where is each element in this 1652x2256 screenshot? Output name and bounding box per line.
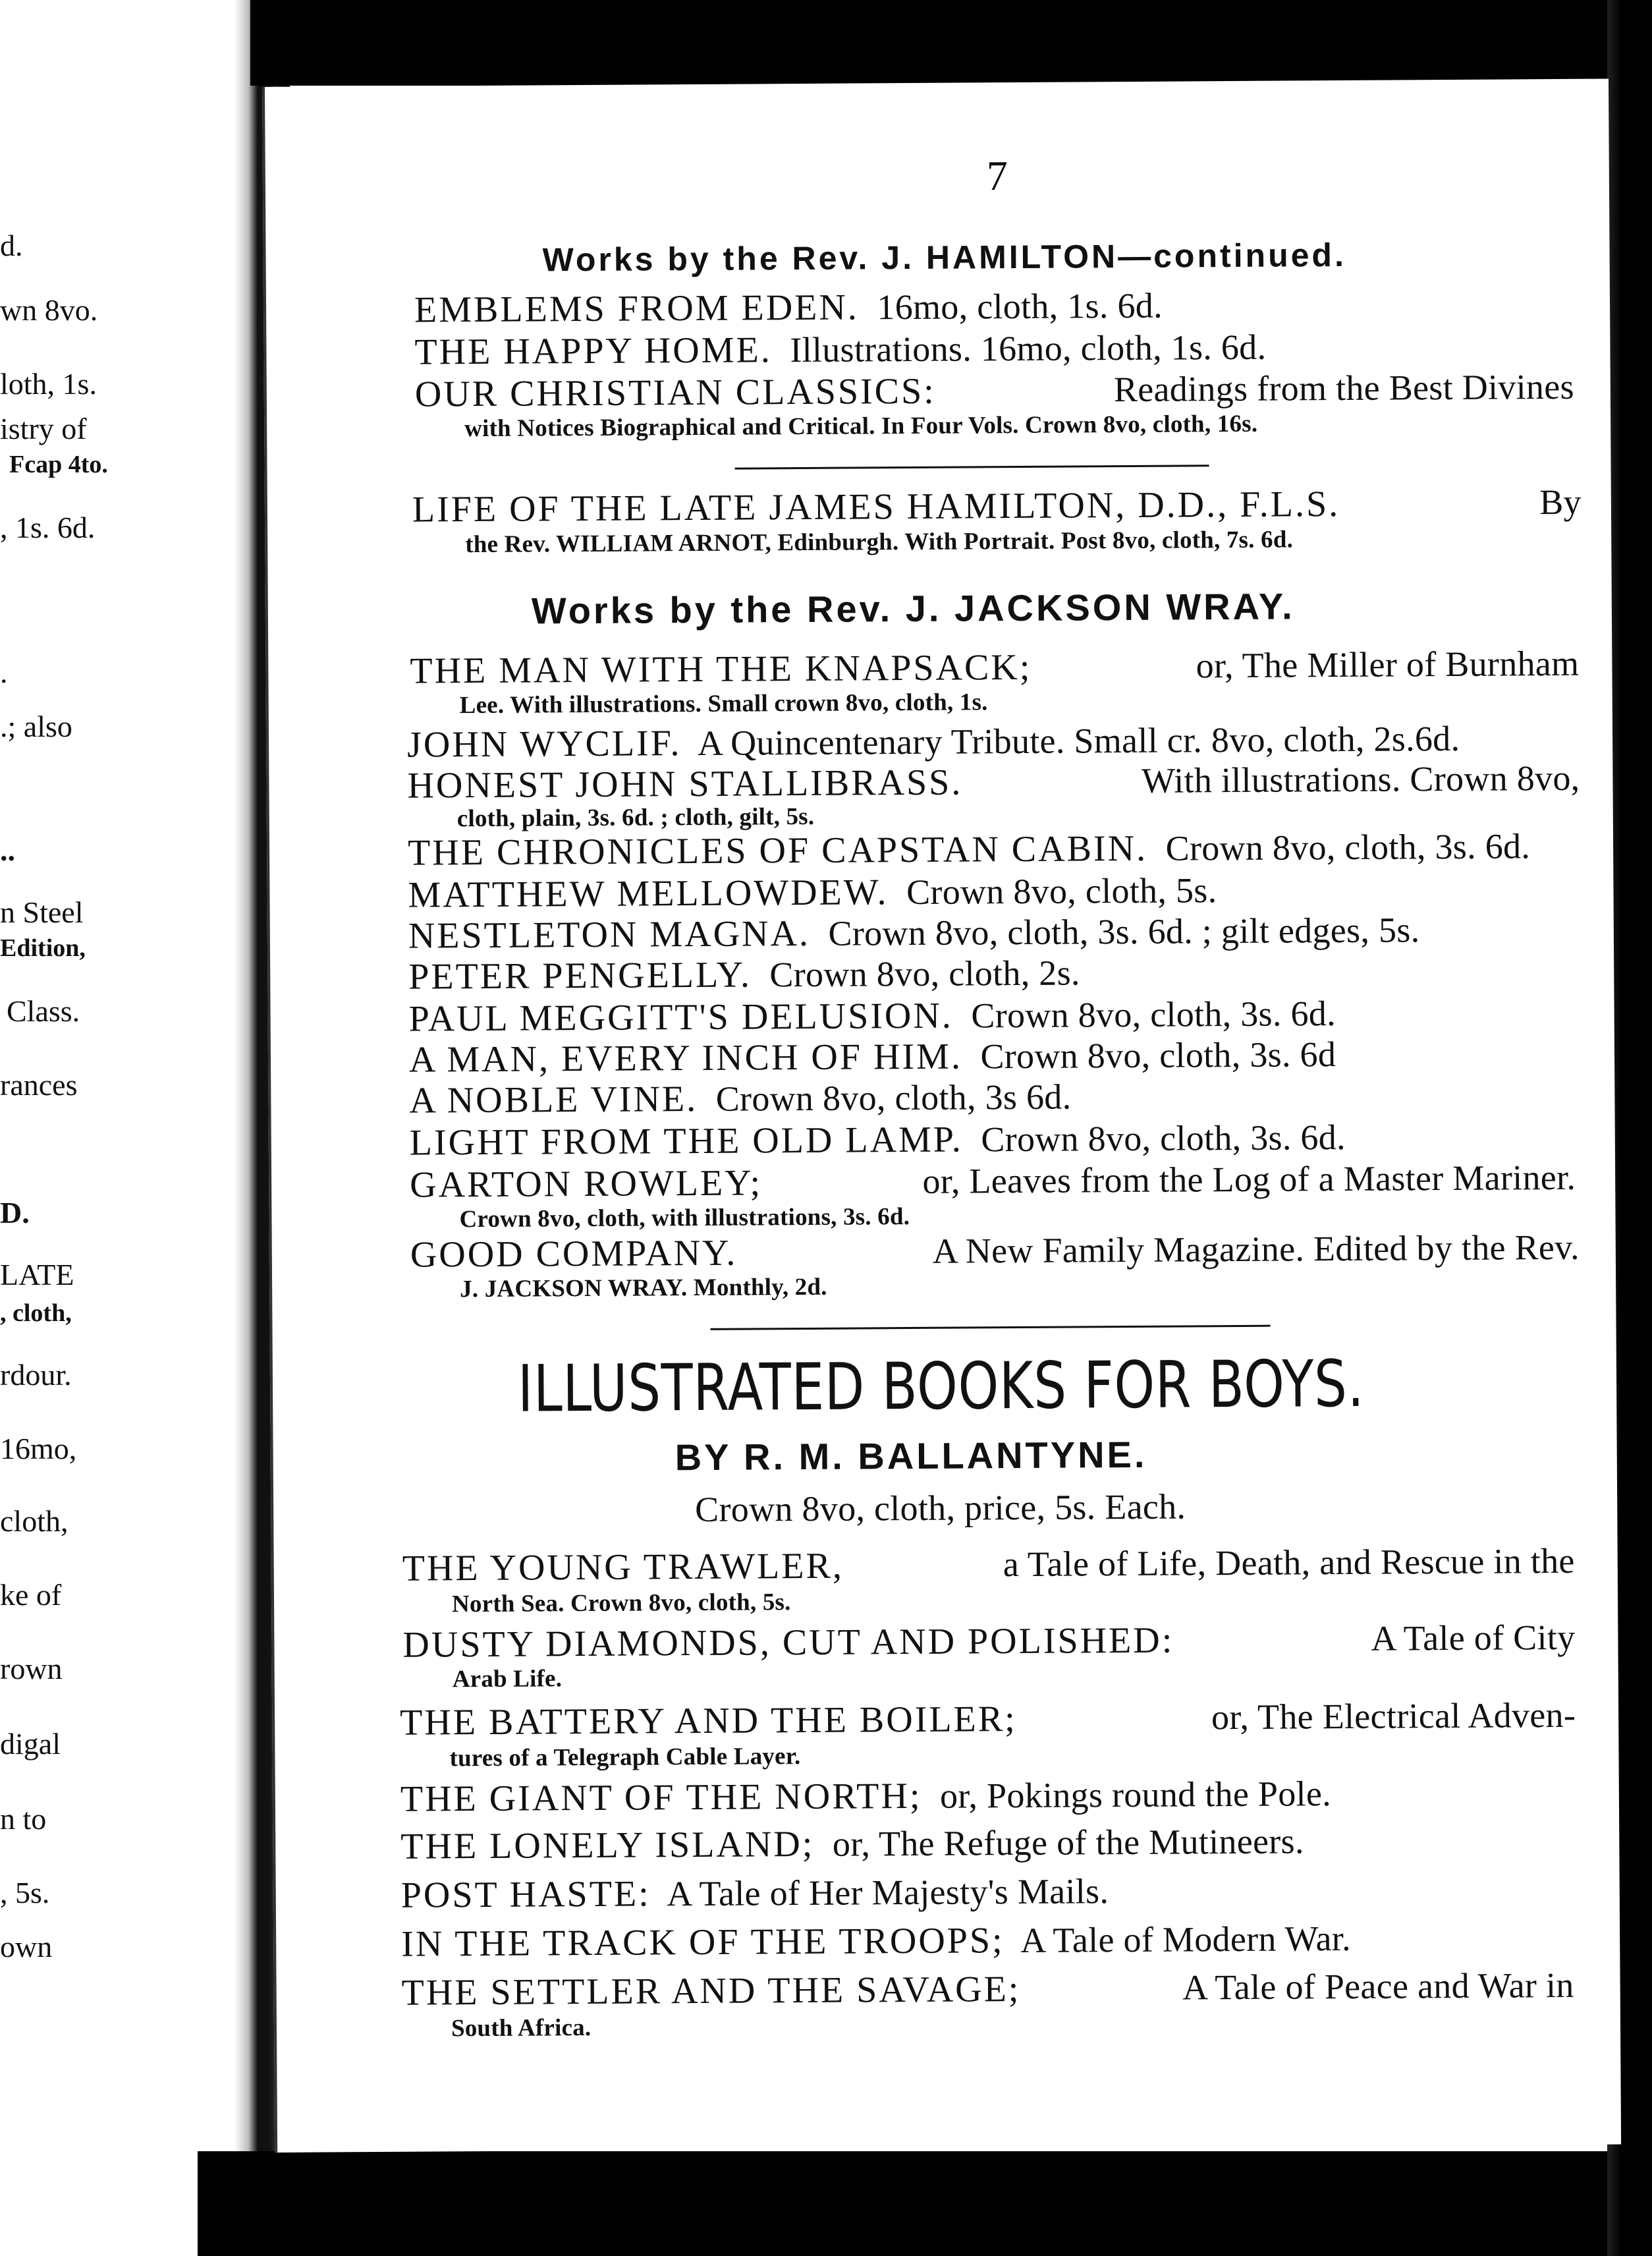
hamilton-entry [414, 366, 1574, 415]
left-fragment: digal [0, 1727, 61, 1761]
left-fragment: . [0, 656, 8, 689]
entry-title: PETER PENGELLY. [408, 954, 752, 998]
entry-text: With illustrations. Crown 8vo, [1141, 758, 1580, 801]
ballantyne-entry [402, 1540, 1575, 1589]
ballantyne-entry [400, 1697, 1576, 1741]
left-fragment: Class. [7, 994, 80, 1028]
entry-text: Readings from the Best Divines [1113, 366, 1574, 410]
entry-title: JOHN WYCLIF. [406, 723, 682, 766]
entry-title: PAUL MEGGITT'S DELUSION. [408, 995, 953, 1040]
entry-title: MATTHEW MELLOWDEW. [408, 872, 889, 916]
left-fragment: cloth, [0, 1504, 69, 1538]
entry-text: Crown 8vo, cloth, 2s. [769, 953, 1080, 995]
life-entry [412, 484, 1582, 528]
entry-text: A New Family Magazine. Edited by the Rev. [932, 1227, 1580, 1271]
hamilton-entry [414, 329, 1266, 371]
page-number: 7 [986, 152, 1008, 200]
life-by: By [1539, 482, 1582, 522]
left-fragment: LATE [0, 1258, 74, 1291]
entry-subline: Lee. With illustrations. Small crown 8vo, cloth, 1s. [459, 689, 988, 719]
entry-text: or, The Miller of Burnham [1196, 643, 1580, 686]
left-fragment: D. [0, 1196, 30, 1229]
entry-title: HONEST JOHN STALLIBRASS. [407, 762, 963, 806]
entry-title: THE YOUNG TRAWLER, [402, 1545, 844, 1589]
entry-title: DUSTY DIAMONDS, CUT AND POLISHED: [402, 1620, 1174, 1666]
entry-title: THE LONELY ISLAND; [400, 1823, 815, 1867]
scan-bottom-border [198, 2151, 1652, 2256]
entry-text: Crown 8vo, cloth, 3s. 6d [980, 1034, 1336, 1077]
ballantyne-entry [402, 1617, 1576, 1666]
left-fragment: rances [0, 1068, 78, 1102]
wray-entry [407, 720, 1460, 764]
entry-title: A MAN, EVERY INCH OF HIM. [408, 1036, 963, 1081]
hamilton-heading: Works by the Rev. J. HAMILTON—continued. [542, 236, 1347, 279]
right-page [262, 79, 1621, 2153]
wray-entry [409, 1079, 1071, 1119]
left-fragment: Fcap 4to. [9, 451, 108, 478]
entry-title: THE GIANT OF THE NORTH; [400, 1775, 922, 1820]
wray-heading: Works by the Rev. J. JACKSON WRAY. [531, 585, 1295, 632]
entry-text: A Quincentenary Tribute. Small cr. 8vo, cloth, 2s.6d. [697, 718, 1460, 763]
entry-text: A Tale of Peace and War in [1182, 1965, 1574, 2008]
left-fragment: Edition, [0, 934, 86, 962]
left-fragment: loth, 1s. [0, 367, 97, 401]
left-fragment: .. [0, 833, 15, 867]
wray-entry [410, 1229, 1580, 1274]
left-fragment: , 1s. 6d. [0, 511, 96, 544]
life-subline: the Rev. WILLIAM ARNOT, Edinburgh. With Portrait. Post 8vo, cloth, 7s. 6d. [465, 526, 1294, 559]
ballantyne-entry [402, 1967, 1574, 2012]
entry-title: A NOBLE VINE. [409, 1078, 698, 1121]
left-fragment: n to [0, 1802, 47, 1836]
life-title: LIFE OF THE LATE JAMES HAMILTON, D.D., F.L.S. [412, 484, 1340, 530]
entry-text: Crown 8vo, cloth, 3s. 6d. [981, 1117, 1346, 1160]
entry-title: GOOD COMPANY. [410, 1232, 738, 1276]
ballantyne-entry [401, 1873, 1109, 1914]
wray-entry [409, 1157, 1576, 1206]
wray-entry [407, 760, 1580, 804]
ballantyne-price: Crown 8vo, cloth, price, 5s. Each. [695, 1486, 1186, 1530]
entry-subline: J. JACKSON WRAY. Monthly, 2d. [460, 1273, 827, 1303]
entry-title: THE CHRONICLES OF CAPSTAN CABIN. [407, 828, 1148, 874]
left-fragment: own [0, 1930, 53, 1963]
left-fragment: d. [0, 229, 23, 262]
wray-entry [407, 826, 1531, 874]
entry-subline: cloth, plain, 3s. 6d. ; cloth, gilt, 5s. [456, 803, 815, 833]
entry-text: A Tale of City [1371, 1617, 1576, 1658]
entry-text: A Tale of Modern War. [1020, 1918, 1352, 1961]
left-fragment: n Steel [0, 895, 84, 929]
wray-entry [409, 1036, 1336, 1079]
left-fragment: , cloth, [0, 1299, 72, 1327]
entry-text: Crown 8vo, cloth, 3s. 6d. ; gilt edges, 5s. [828, 910, 1420, 953]
ballantyne-entry [401, 1920, 1351, 1963]
ballantyne-entry [400, 1822, 1304, 1865]
entry-title: THE BATTERY AND THE BOILER; [399, 1699, 1017, 1743]
entry-text: Illustrations. 16mo, cloth, 1s. 6d. [790, 327, 1267, 370]
entry-title: THE HAPPY HOME. [414, 329, 772, 373]
wray-entry [408, 910, 1420, 957]
entry-title: THE SETTLER AND THE SAVAGE; [401, 1969, 1021, 2014]
entry-text: or, Leaves from the Log of a Master Mariner. [922, 1157, 1576, 1201]
entry-text: or, Pokings round the Pole. [939, 1774, 1332, 1816]
ballantyne-byline: BY R. M. BALLANTYNE. [675, 1433, 1147, 1479]
entry-text: or, The Refuge of the Mutineers. [832, 1821, 1304, 1864]
entry-subline: South Africa. [451, 2014, 592, 2043]
left-fragment: , 5s. [0, 1876, 50, 1909]
entry-title: EMBLEMS FROM EDEN. [414, 287, 859, 331]
entry-subline: Crown 8vo, cloth, with illustrations, 3s. 6d. [459, 1203, 910, 1233]
entry-title: LIGHT FROM THE OLD LAMP. [409, 1119, 963, 1164]
left-fragment: rdour. [0, 1358, 72, 1392]
left-fragment: istry of [0, 412, 87, 445]
wray-entry [408, 870, 1217, 916]
entry-text: Crown 8vo, cloth, 3s. 6d. [971, 994, 1336, 1036]
entry-text: a Tale of Life, Death, and Rescue in the [1003, 1540, 1575, 1585]
left-fragment: rown [0, 1652, 63, 1685]
entry-title: NESTLETON MAGNA. [408, 913, 811, 957]
entry-text: 16mo, cloth, 1s. 6d. [877, 285, 1163, 327]
entry-subline: tures of a Telegraph Cable Layer. [449, 1743, 801, 1772]
left-fragment: 16mo, [0, 1432, 77, 1465]
entry-title: GARTON ROWLEY; [409, 1162, 763, 1206]
wray-entry [408, 953, 1080, 998]
entry-title: POST HASTE: [400, 1873, 651, 1916]
entry-text: Crown 8vo, cloth, 5s. [906, 870, 1217, 913]
entry-subline: with Notices Biographical and Critical. In Four Vols. Crown 8vo, cloth, 16s. [464, 410, 1258, 443]
hamilton-entry [414, 287, 1163, 329]
divider-rule [711, 1325, 1271, 1330]
entry-text: Crown 8vo, cloth, 3s 6d. [715, 1077, 1072, 1119]
ballantyne-entry [400, 1775, 1331, 1818]
divider-rule [735, 465, 1209, 469]
left-fragment: wn 8vo. [0, 293, 98, 327]
entry-text: A Tale of Her Majesty's Mails. [667, 1871, 1109, 1914]
entry-title: THE MAN WITH THE KNAPSACK; [410, 646, 1032, 692]
wray-entry [410, 1119, 1346, 1162]
wray-entry [408, 995, 1336, 1038]
left-fragment: ke of [0, 1578, 62, 1612]
entry-text: Crown 8vo, cloth, 3s. 6d. [1165, 826, 1531, 868]
entry-subline: North Sea. Crown 8vo, cloth, 5s. [451, 1589, 791, 1618]
left-fragment: .; also [0, 710, 72, 743]
entry-subline: Arab Life. [452, 1665, 563, 1693]
entry-text: or, The Electrical Adven- [1211, 1695, 1576, 1737]
entry-title: OUR CHRISTIAN CLASSICS: [414, 370, 936, 415]
scan-top-border [250, 0, 1620, 86]
ballantyne-title: ILLUSTRATED BOOKS FOR BOYS. [517, 1346, 1365, 1427]
wray-entry [410, 643, 1580, 692]
entry-title: IN THE TRACK OF THE TROOPS; [401, 1920, 1005, 1965]
